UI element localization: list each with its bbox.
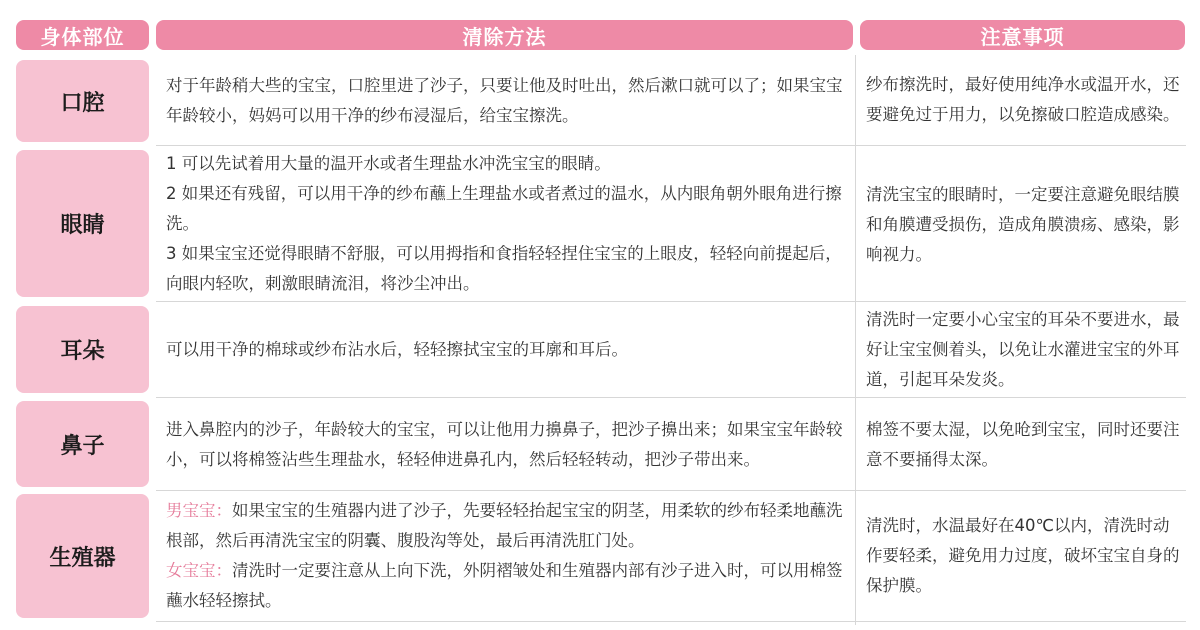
header-note: 注意事项 — [860, 20, 1185, 50]
method-text: 对于年龄稍大些的宝宝，口腔里进了沙子，只要让他及时吐出，然后漱口就可以了；如果宝宝年龄较小，妈妈可以用干净的纱布浸湿后，给宝宝擦洗。 — [166, 76, 843, 125]
male-label: 男宝宝： — [166, 501, 232, 520]
body-part-genitals: 生殖器 — [16, 494, 149, 618]
note-text: 纱布擦洗时，最好使用纯净水或温开水，还要避免过于用力，以免擦破口腔造成感染。 — [866, 75, 1180, 124]
note-mouth — [866, 54, 1186, 146]
method-female — [166, 556, 848, 616]
note-nose — [866, 410, 1186, 480]
female-label: 女宝宝： — [166, 561, 232, 580]
method-step: 3 如果宝宝还觉得眼睛不舒服，可以用拇指和食指轻轻捏住宝宝的上眼皮，轻轻向前提起后，向眼内轻吹，刺激眼睛流泪，将沙尘冲出。 — [166, 243, 842, 293]
note-text: 棉签不要太湿，以免呛到宝宝，同时还要注意不要捅得太深。 — [866, 420, 1180, 469]
note-text: 清洗时一定要小心宝宝的耳朵不要进水，最好让宝宝侧着头，以免让水灌进宝宝的外耳道，引起耳朵发炎。 — [866, 310, 1180, 389]
row-divider — [156, 621, 1186, 622]
method-ears — [166, 303, 848, 397]
body-part-ears: 耳朵 — [16, 306, 149, 393]
method-nose — [166, 399, 848, 490]
method-eyes — [166, 147, 848, 300]
row-divider — [156, 490, 1186, 491]
note-text: 清洗时，水温最好在40℃以内，清洗时动作要轻柔，避免用力过度，破坏宝宝自身的保护膜。 — [866, 516, 1180, 595]
note-genitals — [866, 500, 1186, 612]
method-text: 进入鼻腔内的沙子，年龄较大的宝宝，可以让他用力擤鼻子，把沙子擤出来；如果宝宝年龄较小，可以将棉签沾些生理盐水，轻轻伸进鼻孔内，然后轻轻转动，把沙子带出来。 — [166, 419, 843, 469]
male-text: 如果宝宝的生殖器内进了沙子，先要轻轻抬起宝宝的阴茎，用柔软的纱布轻柔地蘸洗根部，然后再清洗宝宝的阴囊、腹股沟等处，最后再清洗肛门处。 — [166, 501, 843, 550]
female-text: 清洗时一定要注意从上向下洗，外阴褶皱处和生殖器内部有沙子进入时，可以用棉签蘸水轻轻擦拭。 — [166, 561, 843, 610]
note-eyes — [866, 165, 1186, 285]
note-text: 清洗宝宝的眼睛时，一定要注意避免眼结膜和角膜遭受损伤，造成角膜溃疡、感染，影响视力。 — [866, 185, 1180, 264]
method-genitals — [166, 492, 848, 620]
method-mouth — [166, 57, 848, 145]
body-part-nose: 鼻子 — [16, 401, 149, 487]
header-method: 清除方法 — [156, 20, 853, 50]
row-divider — [156, 397, 1186, 398]
method-step: 1 可以先试着用大量的温开水或者生理盐水冲洗宝宝的眼睛。 — [166, 153, 611, 173]
body-part-mouth: 口腔 — [16, 60, 149, 142]
row-divider — [156, 301, 1186, 302]
header-body-part: 身体部位 — [16, 20, 149, 50]
method-text: 可以用干净的棉球或纱布沾水后，轻轻擦拭宝宝的耳廓和耳后。 — [166, 340, 628, 359]
note-ears — [866, 303, 1186, 397]
method-male — [166, 496, 848, 556]
body-part-eyes: 眼睛 — [16, 150, 149, 297]
column-divider — [855, 55, 856, 625]
method-step: 2 如果还有残留，可以用干净的纱布蘸上生理盐水或者煮过的温水，从内眼角朝外眼角进行擦洗。 — [166, 183, 842, 233]
